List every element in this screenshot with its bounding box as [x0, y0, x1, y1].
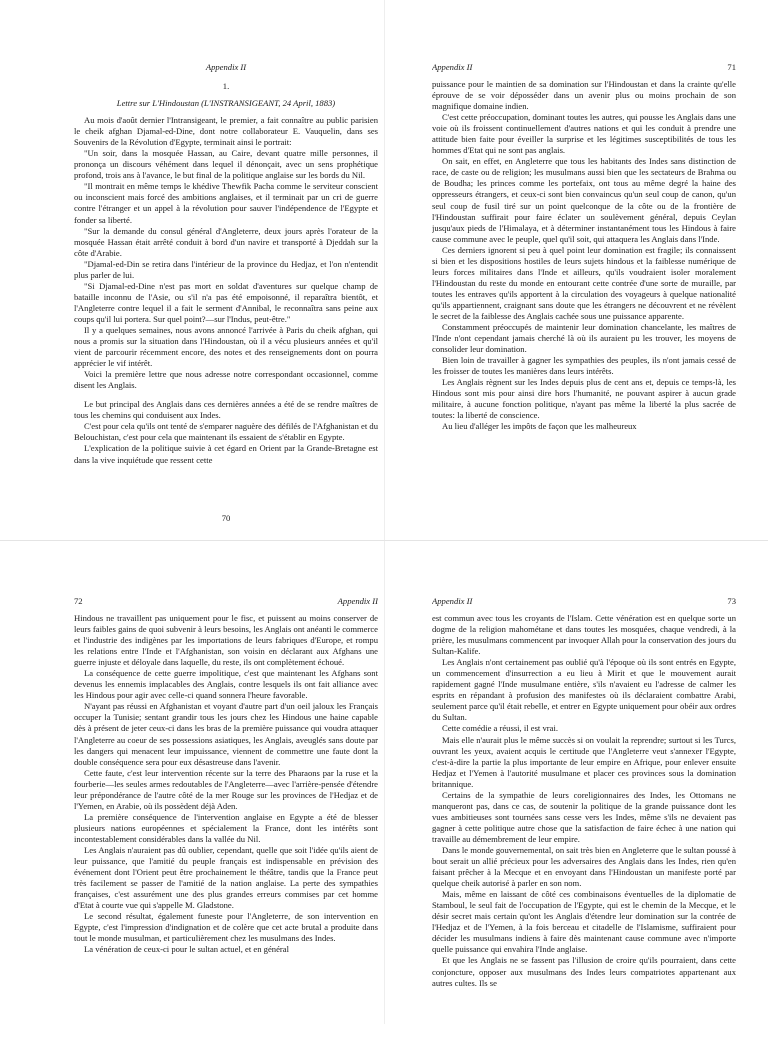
running-head-page-number: 72 [74, 596, 83, 606]
spread-divider [0, 540, 768, 541]
paragraph: Le but principal des Anglais dans ces dernières années a été de se rendre maîtres de tous les chemins qui conduisent aux Indes. [74, 399, 378, 421]
paragraph: Voici la première lettre que nous adresse notre correspondant occasionnel, comme disent les Anglais. [74, 369, 378, 391]
paragraph: puissance pour le maintien de sa domination sur l'Hindoustan et dans la crainte qu'elle éprouve de se voir déposséder dans un avenir plus ou moins prochain de son magnifique domaine indien. [432, 79, 736, 112]
paragraph: Hindous ne travaillent pas uniquement pour le fisc, et puissent au moins conserver de leurs faibles gains de quoi subvenir à leurs besoins, les Anglais ont anéanti le commerce et l'industrie des indigènes par les importations de leurs fabriques d'Europe, et rompu les relations entre l'Inde et l'Afghanistan, son voisin en déclarant aux Afghans une guerre injuste et déloyale dans laquelle, du reste, ils ont complètement échoué. [74, 613, 378, 668]
paragraph: Les Anglais règnent sur les Indes depuis plus de cent ans et, depuis ce temps-là, les Hindous sont mis pour ainsi dire hors l'humanité, ne pouvant aspirer à aucun grade militaire, à aucune fonction politique, n'ayant pas même la liberté la plus sacrée de toutes: la liberté de conscience. [432, 377, 736, 421]
paragraph: "Si Djamal-ed-Dine n'est pas mort en soldat d'aventures sur quelque champ de bataille inconnu de l'Asie, ou s'il n'a pas été empoisonné, il reparaîtra bientôt, et l'Angleterre contre lequel il a fait le serment d'Annibal, le reconnaîtra sans peine aux coups qu'il lui portera. Sur quel point?—sur l'Indus, peut-être." [74, 280, 378, 324]
page-72 [74, 596, 378, 1058]
running-head-title: Appendix II [337, 596, 378, 606]
paragraph: Cette faute, c'est leur intervention récente sur la terre des Pharaons par la ruse et la fourberie—les seules armes redoutables de l'Angleterre—avec l'arrière-pensée d'étendre leur prépondérance de l'autre côté de la mer Rouge sur les provinces de l'Hedjaz et de l'Yemen, en Arabie, où ils possèdent déjà Aden. [74, 767, 378, 811]
paragraph: Certains de la sympathie de leurs coreligionnaires des Indes, les Ottomans ne manqueront pas, dans ce cas, de soutenir la politique de la grande puissance dont les vues ambitieuses sont tournées sans cesse vers les Indes, même s'ils ne devaient pas gagner à cette politique autre chose que la satisfaction de faire échec à une nation qui travaille au démembrement de leur empire. [432, 789, 736, 844]
paragraph: "Un soir, dans la mosquée Hassan, au Caire, devant quatre mille personnes, il prononça un discours véhément dans lequel il dénonçait, avec un sens prophétique profond, trois ans à l'avance, le but final de la politique anglaise sur les bords du Nil. [74, 148, 378, 181]
paragraph: est commun avec tous les croyants de l'Islam. Cette vénération est en quelque sorte un dogme de la religion mahométane et dans toutes les mosquées, chaque vendredi, à la prière, les musulmans commencent par invoquer Allah pour la conservation des jours du Sultan-Kalife. [432, 613, 736, 657]
paragraph: Dans le monde gouvernemental, on sait très bien en Angleterre que le sultan poussé à bout serait un allié précieux pour les adversaires des Anglais dans les Indes, rien qu'en faisant prêcher à la Mecque et en envoyant dans l'Hindoustan un manifeste porté par quelque cheik autorisé à parler en son nom. [432, 844, 736, 889]
paragraph: Les Anglais n'auraient pas dû oublier, cependant, quelle que soit l'idée qu'ils aient de leur puissance, que l'amitié du peuple français est indispensable en prévision des événement dont l'Orient peut être prochainement le théâtre, tandis que la France peut très facilement se passer de l'amitié de la nation anglaise. La perte des sympathies françaises, c'est assurément une des plus grandes erreurs commises par cet homme d'Etat à courte vue qui s'appelle M. Gladstone. [74, 844, 378, 911]
paragraph: "Il montrait en même temps le khédive Thewfik Pacha comme le serviteur conscient ou inconscient mais forcé des ambitions anglaises, et il terminait par un cri de guerre contre l'étranger et un appel à la révolution pour sauver l'indépendence de l'Egypte et fonder sa liberté. [74, 181, 378, 225]
paragraph: On sait, en effet, en Angleterre que tous les habitants des Indes sans distinction de race, de caste ou de religion; les musulmans aussi bien que les sectateurs de Brahma ou de Boudha; les princes comme les portefaix, ont tous au même degré la haine des oppresseurs étrangers, et ceux-ci sont bien convaincus qu'un seul coup de canon, qu'un seul coup de fusil tiré sur un point quelconque de la côte ou de la frontière de l'Hindoustan suffirait pour faire éclater un soulèvement général, depuis Ceylan jusqu'aux pieds de l'Himalaya, et à déterminer instantanément tous les Hindous à faire cause commune avec le peuple, quel qu'il soit, qui attaquera les Anglais dans l'Inde. [432, 156, 736, 244]
paragraph: Constamment préoccupés de maintenir leur domination chancelante, les maîtres de l'Inde n'ont cependant jamais cherché là où ils auraient pu les trouver, les moyens de consolider leur domination. [432, 322, 736, 355]
paragraph: Mais elle n'aurait plus le même succès si on voulait la reprendre; surtout si les Turcs, ouvrant les yeux, avaient acquis le certitude que l'Angleterre veut s'annexer l'Egypte, c'est-à-dire la partie la plus importante de leur empire en Afrique, pour enlever ensuite Hedjaz et l'Yemen à l'autorité musulmane et placer ces provinces sous la domination britannique. [432, 734, 736, 789]
paragraph: Au mois d'août dernier l'Intransigeant, le premier, a fait connaître au public parisien le cheik afghan Djamal-ed-Dine, dont notre collaborateur E. Vauquelin, dans ses Souvenirs de la Révolution d'Egypte, terminait ainsi le portrait: [74, 115, 378, 148]
running-head [74, 596, 378, 609]
running-head [74, 62, 378, 75]
paragraph: Cette comédie a réussi, il est vrai. [442, 723, 558, 734]
section-number: 1. [222, 81, 230, 91]
page-70 [74, 62, 378, 524]
paragraph: C'est pour cela qu'ils ont tenté de s'emparer naguère des défilés de l'Afghanistan et du Belouchistan, c'est pour cela que maintenant ils essaient de s'établir en Egypte. [74, 421, 378, 443]
paragraph: La vénération de ceux-ci pour le sultan actuel, et en général [84, 944, 289, 955]
paragraph: Mais, même en laissant de côté ces combinaisons éventuelles de la diplomatie de Stamboul, le seul fait de l'occupation de l'Egypte, qui est le chemin de la Mecque, et le désir secret mais certain qu'ont les Anglais d'étendre leur domination sur la contrée de l'Hedjaz et de l'Yemen, à la fois berceau et citadelle de l'Islamisme, suffiraient pour décider les musulmans indiens à faire dès maintenant cause commune avec n'importe quelle puissance qui envahira l'Inde anglaise. [432, 889, 736, 955]
paragraph: Les Anglais n'ont certainement pas oublié qu'à l'époque où ils sont entrés en Egypte, un commencement d'insurrection a eu lieu à Mirit et que le mouvement aurait rapidement gagné l'Inde musulmane entière, s'ils n'avaient eu l'adresse de calmer les esprits en répandant à profusion des manifestes où ils déclaraient combattre Arabi, seulement parce qu'il était rebelle, et entrer en Egypte uniquement pour obéir aux ordres du Sultan. [432, 657, 736, 723]
section-gap [74, 391, 378, 399]
paragraph: La conséquence de cette guerre impolitique, c'est que maintenant les Afghans sont devenus les ennemis implacables des Anglais, contre lesquels ils ont fait alliance avec les Hindous pour agir avec celle-ci quand sonnera l'heure favorable. [74, 668, 378, 701]
paragraph: Bien loin de travailler à gagner les sympathies des peuples, ils n'ont jamais cessé de les froisser de toutes les manières dans leurs intérêts. [432, 355, 736, 377]
running-head [432, 596, 736, 609]
paragraph: La première conséquence de l'intervention anglaise en Egypte a été de blesser plusieurs nations européennes et spécialement la France, dont les intérêts sont incontestablement considérables dans la vallée du Nil. [74, 811, 378, 844]
paragraph: Et que les Anglais ne se fassent pas l'illusion de croire qu'ils pourraient, dans cette conjoncture, opposer aux musulmans des Indes leurs compatriotes appartenant aux autres cultes. Ils se [432, 955, 736, 988]
paragraph: "Sur la demande du consul général d'Angleterre, deux jours après l'orateur de la mosquée Hassan était arrêté conduit à bord d'un navire et transporté à Djeddah sur la côte d'Arabie. [74, 225, 378, 258]
running-head-title: Appendix II [432, 596, 473, 606]
paragraph: Ces derniers ignorent si peu à quel point leur domination est fragile; ils connaissent si bien et les dispositions hostiles de leurs sujets hindous et la faiblesse numérique de leurs forces militaires dans l'Inde et ailleurs, qu'ils voudraient isoler moralement l'Hindoustan du reste du monde en entourant cette contrée d'une sorte de muraille, par toutes les entraves qu'ils apportent à la circulation des voyageurs à quelque nationalité qu'ils appartiennent, craignant sans doute que les étrangers ne découvrent et ne révèlent le secret de la faiblesse des Anglais cachée sous une puissance apparente. [432, 244, 736, 321]
paragraph: L'explication de la politique suivie à cet égard en Orient par la Grande-Bretagne est dans la vive inquiétude que ressent cette [74, 443, 378, 465]
page-73 [432, 596, 736, 1058]
page-71 [432, 62, 736, 524]
running-head-title: Appendix II [205, 62, 247, 72]
paragraph: Le second résultat, également funeste pour l'Angleterre, de son intervention en Egypte, c'est l'impression d'indignation et de colère que cet acte brutal a produite dans tout le monde musulman, et particulièrement chez les musulmans des Indes. [74, 911, 378, 944]
running-head [432, 62, 736, 75]
paragraph: Il y a quelques semaines, nous avons annoncé l'arrivée à Paris du cheik afghan, qui nous a promis sur la situation dans l'Hindoustan, où il a vécu plusieurs années et qu'il vient de parcourir récemment encore, des notes et des renseignements dont on pourra apprécier le vif intérêt. [74, 324, 378, 369]
letter-title: Lettre sur L'Hindoustan (L'INSTRANSIGEANT, 24 April, 1883) [116, 98, 336, 109]
spread-gutter [384, 0, 385, 1024]
running-head-title: Appendix II [432, 62, 473, 72]
page-number: 70 [221, 512, 231, 523]
paragraph: Au lieu d'alléger les impôts de façon que les malheureux [442, 421, 637, 432]
paragraph: C'est cette préoccupation, dominant toutes les autres, qui pousse les Anglais dans une voie où ils froissent continuellement d'autres nations et qui les conduit à prendre une attitude bien faite pour éveiller la surprise et les légitimes susceptibilités de tous les hommes d'Etat qui ne sont pas anglais. [432, 112, 736, 156]
running-head-page-number: 73 [727, 596, 736, 606]
paragraph: N'ayant pas réussi en Afghanistan et voyant d'autre part d'un oeil jaloux les Français occuper la Tunisie; sentant grandir tous les jours chez les Hindous une haine capable dès à présent de jeter ceux-ci dans les bras de la première puissance qui voudra attaquer l'Angleterre au coeur de ses possessions asiatiques, les Anglais, aveuglés sans doute par les dangers qui menacent leur impuissance, viennent de commettre une faute dont la double conséquence sera pour eux désastreuse dans l'avenir. [74, 701, 378, 767]
paragraph: "Djamal-ed-Din se retira dans l'intérieur de la province du Hedjaz, et l'on n'entendit plus parler de lui. [74, 258, 378, 280]
running-head-page-number: 71 [727, 62, 736, 72]
